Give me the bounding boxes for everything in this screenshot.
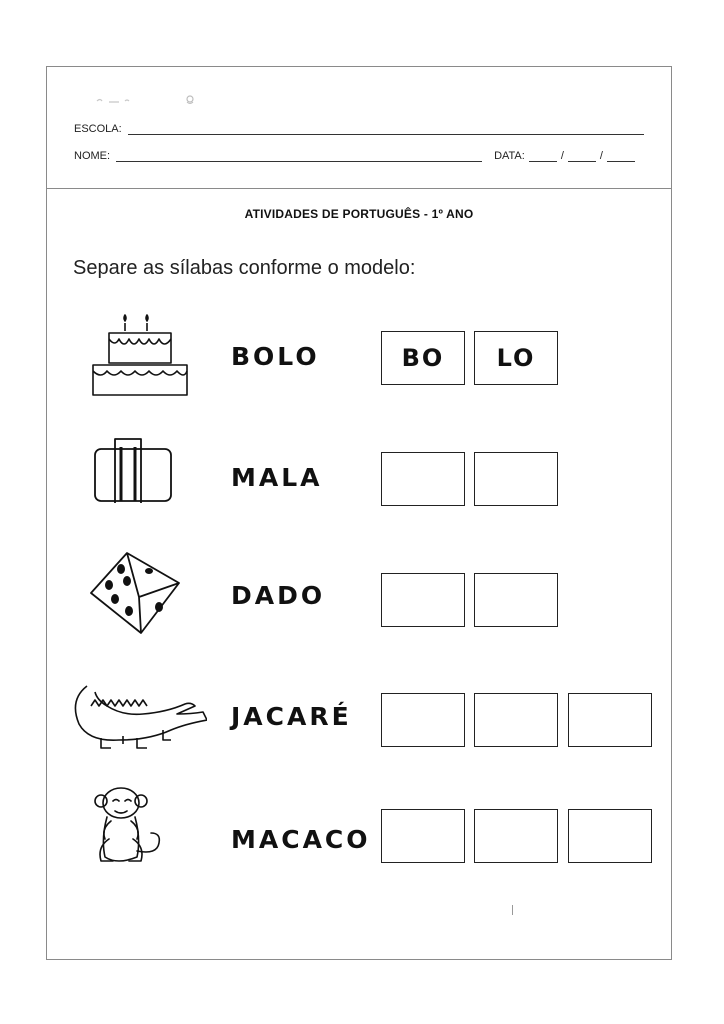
word-label: DADO <box>231 581 326 610</box>
syllable-box[interactable] <box>381 452 465 506</box>
page-title: ATIVIDADES DE PORTUGUÊS - 1º ANO <box>244 207 474 221</box>
exercise-row-dado <box>47 549 671 639</box>
exercise-row-bolo <box>47 313 671 403</box>
syllable-box[interactable] <box>474 573 558 627</box>
school-label: ESCOLA: <box>74 123 122 135</box>
date-month-blank[interactable] <box>568 151 596 162</box>
date-day-blank[interactable] <box>529 151 557 162</box>
name-input-line[interactable] <box>116 151 482 162</box>
alligator-icon <box>67 672 207 762</box>
word-label: BOLO <box>231 342 320 371</box>
date-year-blank[interactable] <box>607 151 635 162</box>
syllable-box[interactable] <box>381 573 465 627</box>
instruction-text: Separe as sílabas conforme o modelo: <box>73 257 416 279</box>
cake-icon <box>69 313 209 403</box>
syllable-box[interactable] <box>474 809 558 863</box>
school-field <box>74 123 644 135</box>
name-field <box>74 150 639 162</box>
name-label: NOME: <box>74 150 111 162</box>
syllable-box[interactable] <box>381 693 465 747</box>
monkey-icon <box>77 787 217 877</box>
word-label: MACACO <box>231 825 371 854</box>
date-separator: / <box>599 150 603 162</box>
syllable-box[interactable]: BO <box>381 331 465 385</box>
syllable-box[interactable] <box>474 693 558 747</box>
word-label: MALA <box>231 463 323 492</box>
syllable-box[interactable] <box>568 693 652 747</box>
exercise-row-macaco <box>47 787 671 877</box>
suitcase-icon <box>69 433 209 523</box>
scan-mark <box>512 905 513 915</box>
syllable-box[interactable]: LO <box>474 331 558 385</box>
date-separator: / <box>560 150 564 162</box>
faded-logo-icon <box>95 93 225 107</box>
word-label: JACARÉ <box>231 702 352 731</box>
header-divider <box>47 188 671 189</box>
syllable-box[interactable] <box>474 452 558 506</box>
exercise-row-mala <box>47 433 671 523</box>
syllable-box[interactable] <box>381 809 465 863</box>
exercise-row-jacare <box>47 672 671 762</box>
syllable-box[interactable] <box>568 809 652 863</box>
date-field <box>494 150 639 162</box>
school-input-line[interactable] <box>128 124 644 135</box>
dice-icon <box>69 549 209 639</box>
worksheet <box>46 66 672 960</box>
date-label: DATA: <box>494 150 525 162</box>
